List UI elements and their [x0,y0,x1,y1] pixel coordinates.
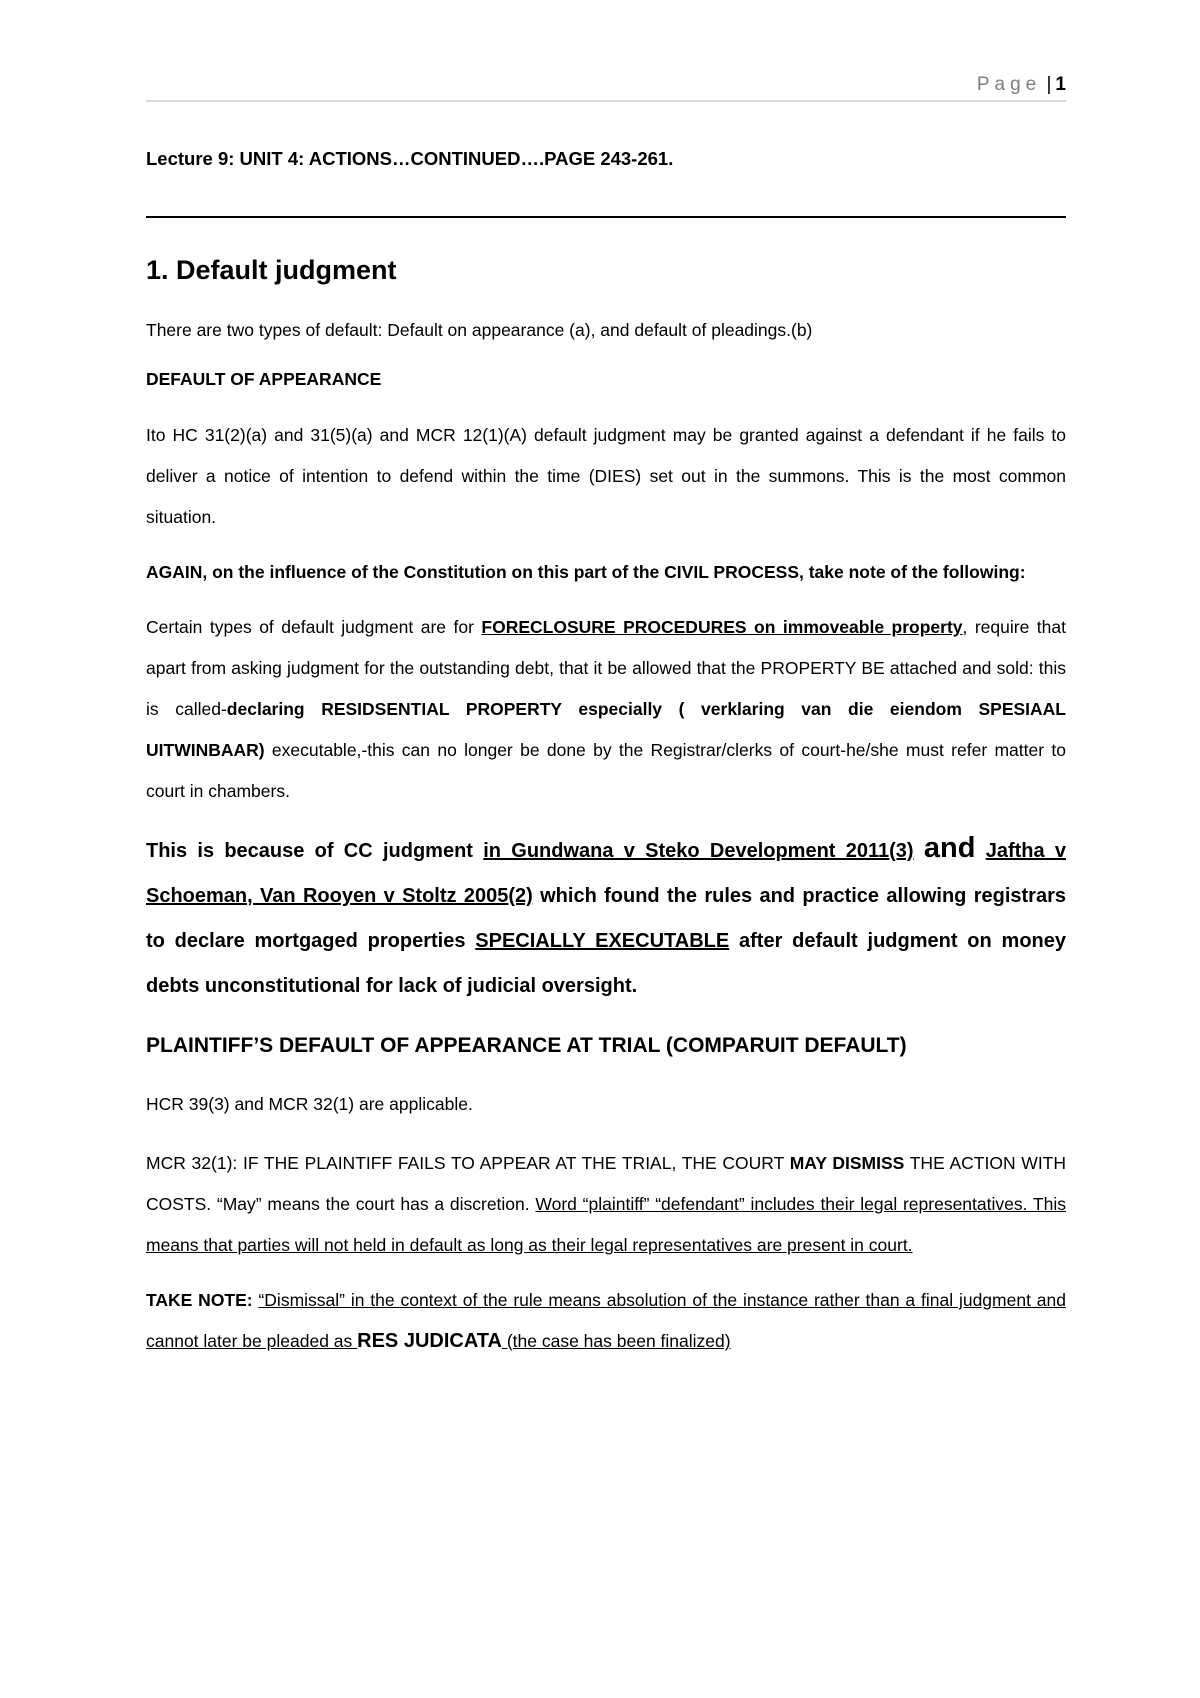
gundwana-case: in Gundwana v Steko Development 2011(3) [483,840,914,862]
cc-judgment-paragraph [146,826,1066,1009]
mcr-part1: MCR 32(1): IF THE PLAINTIFF FAILS TO APPEAR AT THE TRIAL, THE COURT [146,1153,790,1173]
default-appearance-label: DEFAULT OF APPEARANCE [146,369,382,389]
again-paragraph [146,552,1066,593]
title-divider [146,216,1066,218]
plaintiff-default-heading: PLAINTIFF’S DEFAULT OF APPEARANCE AT TRIAL (COMPARUIT DEFAULT) [146,1034,907,1057]
take-note-paragraph [146,1280,1066,1362]
page-separator: | [1046,74,1052,95]
document-body [146,148,1066,1376]
mcr-underlined: Word “plaintiff” “defendant” includes their legal representatives. This means that parties will not held in default as long as their legal representatives are present in court. [146,1194,1066,1255]
declaring-text: declaring RESIDSENTIAL PROPERTY especially ( verklaring van die eiendom SPESIAAL UITWINBAAR) [146,699,1066,760]
default-appearance-subheading [146,366,1066,392]
header-rule [146,100,1066,102]
page-number: 1 [1055,74,1066,95]
certain-part2: , require that apart from asking judgment for the outstanding debt, that it be allowed that the PROPERTY BE attached and sold: this is called- [146,617,1066,719]
dismissal-text: “Dismissal” in the context of the rule means absolution of the instance rather than a final judgment and cannot later be pleaded as [146,1290,1066,1351]
cc-part1: This is because of CC judgment [146,840,484,862]
certain-part3: executable,-this can no longer be done by the Registrar/clerks of court-he/she must refer matter to court in chambers. [146,740,1066,801]
certain-paragraph [146,607,1066,812]
and-word: and [923,832,976,864]
page-label: Page [976,74,1042,95]
cc-part2: which found the rules and practice allowing registrars to declare mortgaged properties [146,885,1066,952]
again-text: AGAIN, on the influence of the Constitution on this part of the CIVIL PROCESS, take note of the following: [146,562,1026,582]
res-judicata: RES JUDICATA [357,1330,502,1352]
hcr-paragraph: HCR 39(3) and MCR 32(1) are applicable. [146,1094,473,1114]
page-header [146,74,1066,96]
mcr-paragraph [146,1143,1066,1266]
section-heading: 1. Default judgment [146,255,397,285]
ito-paragraph: Ito HC 31(2)(a) and 31(5)(a) and MCR 12(1)(A) default judgment may be granted against a defendant if he fails to deliver a notice of intention to defend within the time (DIES) set out in the summons. This is the most common situation. [146,425,1066,527]
jaftha-case: Jaftha v Schoeman, Van Rooyen v Stoltz 2005(2) [146,840,1067,907]
foreclosure-text: FORECLOSURE PROCEDURES on immoveable property [481,617,963,637]
finalized-text: (the case has been finalized) [501,1331,731,1351]
lecture-title: Lecture 9: UNIT 4: ACTIONS…CONTINUED….PAGE 243-261. [146,148,674,169]
types-paragraph: There are two types of default: Default on appearance (a), and default of pleadings.(b) [146,320,813,340]
mcr-part2: THE ACTION WITH COSTS. “May” means the court has a discretion. [146,1153,1067,1214]
take-note-label: TAKE NOTE: [146,1290,253,1310]
may-dismiss: MAY DISMISS [789,1153,905,1173]
specially-executable: SPECIALLY EXECUTABLE [475,930,730,952]
cc-part3: after default judgment on money debts unconstitutional for lack of judicial oversight. [146,930,1066,997]
certain-part1: Certain types of default judgment are for [146,617,482,637]
